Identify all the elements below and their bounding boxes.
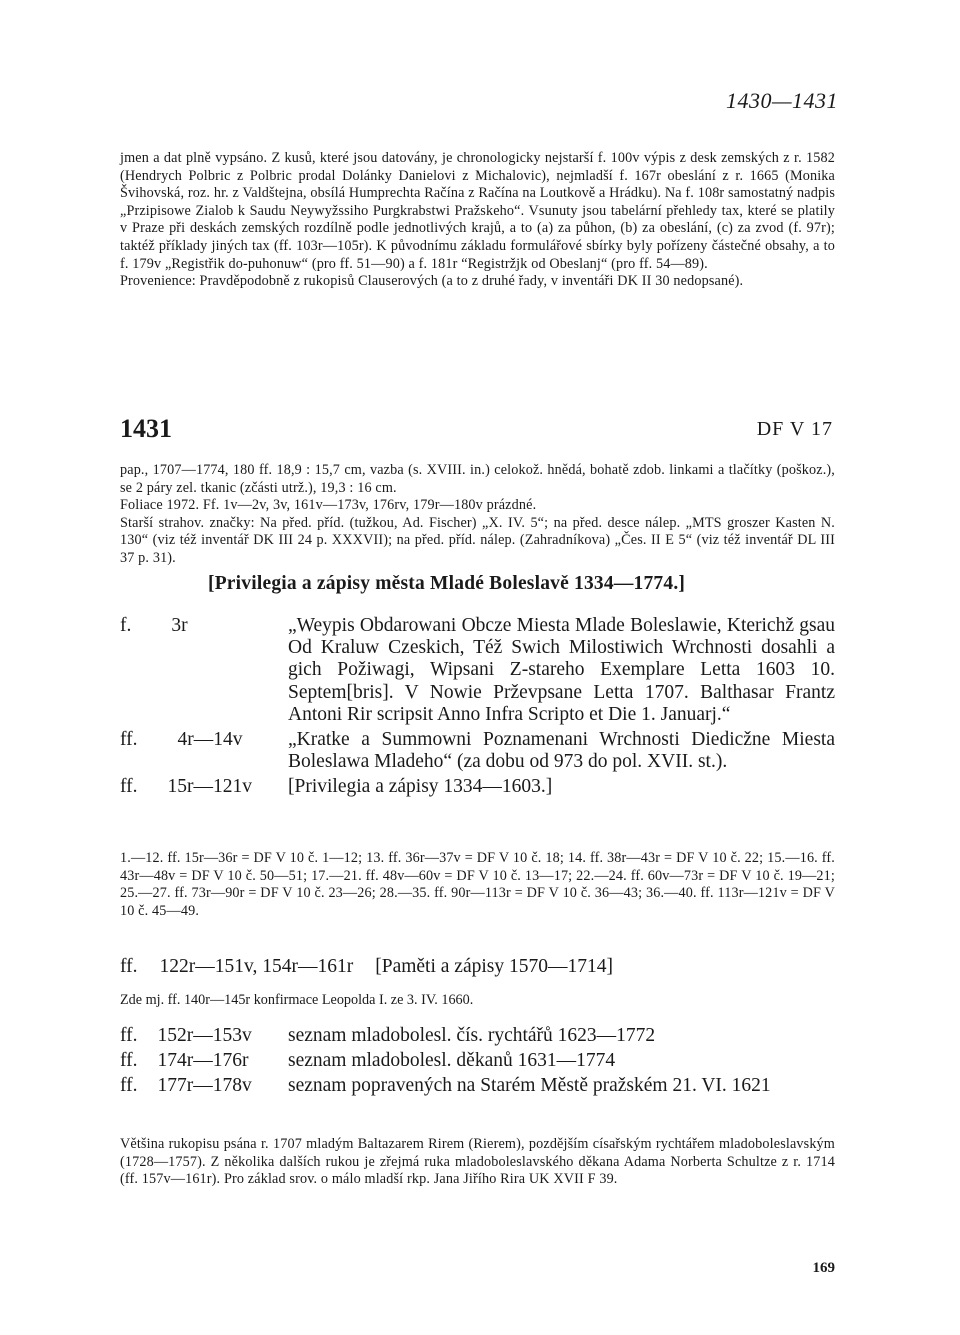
folio-entry (120, 1050, 835, 1072)
entry-number: 1431 (120, 414, 172, 443)
folio-entry (120, 776, 835, 798)
folio-label: ff. 174r—176r (120, 1050, 249, 1072)
contents-note: Zde mj. ff. 140r—145r konfirmace Leopolda I. ze 3. IV. 1660. (120, 992, 474, 1008)
intro-text: jmen a dat plně vypsáno. Z kusů, které jsou datovány, je chronologicky nejstarší f. 100v výpis z desk zemských z r. 1582 (Hendrych Polbric z Polbric prodal Dolánky Danielovi z Michalovic), nejmladší f. 167r obeslání z r. 1665 (Monika Švihovská, roz. hr. z Valdštejna, obsílá Humprechta Račína z Račína na Loutkově a Hrádku). Na f. 108r samostatný nadpis „Przipisowe Zialob k Saudu Neywyžssiho Purgkrabstwi Pražskeho“. Vsunuty jsou tabelární přehledy tax, které se platily v Praze při deskách zemských rozdílně podle jednotlivých krajů, a to (a) za půhon, (b) za obeslání, (c) za zvod (f. 97r); taktéž příklady jiných tax (ff. 103r—105r). K původnímu základu formulářové sbírky byly pořízeny částečné obsahy, a to f. 179v „Registřik do-puhonuw“ (pro ff. 51—90) a f. 181r “Registržjk od Obeslanj“ (pro ff. 54—89). (120, 150, 835, 272)
provenance-text: Provenience: Pravděpodobně z rukopisů Clauserových (a to z druhé řady, v inventáři DK II 30 nedopsané). (120, 273, 744, 290)
folio-entry (120, 729, 835, 773)
intro-paragraph (120, 150, 835, 291)
concordance-note (120, 850, 835, 920)
folio-text: seznam popravených na Starém Městě pražském 21. VI. 1621 (288, 1075, 771, 1097)
folio-list-registers (120, 1025, 835, 1101)
folio-entry (120, 1025, 835, 1047)
running-head: 1430—1431 (725, 88, 838, 113)
folio-label: ff. 15r—121v (120, 776, 253, 798)
folio-label: ff. 177r—178v (120, 1075, 252, 1097)
folio-entry (120, 615, 835, 726)
closing-paragraph (120, 1136, 835, 1189)
folio-text: seznam mladobolesl. děkanů 1631—1774 (288, 1050, 616, 1072)
folio-text: [Privilegia a zápisy 1334—1603.] (288, 776, 553, 798)
description-line: Starší strahov. značky: Na před. příd. (tužkou, Ad. Fischer) „X. IV. 5“; na před. desce nálep. „MTS groszer Kasten N. 130“ (viz též inventář DK III 24 p. XXXVII); na před. příd. nálep. (Zahradníkova) „Čes. II E 5“ (viz též inventář DL III 37 p. 31). (120, 514, 835, 566)
closing-text: Většina rukopisu psána r. 1707 mladým Baltazarem Rirem (Rierem), pozdějším císařským rychtářem mladoboleslavským (1728—1757). Z několika dalších rukou je zřejmá ruka mladoboleslavského děkana Adama Norberta Schultze z r. 1714 (ff. 157v—161r). Pro základ srov. o málo mladší rkp. Jana Jiřího Rira UK XVII F 39. (120, 1136, 835, 1188)
folio-list (120, 615, 835, 802)
folio-entry-memoirs: ff. 122r—151v, 154r—161r [Paměti a zápisy 1570—1714] (120, 956, 613, 977)
folio-text: „Weypis Obdarowani Obcze Miesta Mlade Boleslawie, Kterichž gsau Od Kraluw Czeskich, Též Swich Milostiwich Wrchnosti dosahli a gich Požiwagi, Wipsani Z-stareho Exemplare Letta 1603 10. Septem[bris]. V Nowie Prževpsane Letta 1707. Balthasar Frantz Antoni Rir scripsit Anno Infra Scripto et Die 1. Januarj.“ (288, 615, 835, 725)
folio-text: „Kratke a Summowni Poznamenani Wrchnosti Diedicžne Miesta Boleslawa Mladeho“ (za dobu od 973 do pol. XVII. st.). (288, 729, 835, 773)
folio-text: [Paměti a zápisy 1570—1714] (375, 956, 613, 977)
physical-description (120, 462, 835, 568)
page-number: 169 (812, 1260, 835, 1276)
description-line: Foliace 1972. Ff. 1v—2v, 3v, 161v—173v, 176rv, 179r—180v prázdné. (120, 497, 537, 514)
folio-label: ff. 152r—153v (120, 1025, 252, 1046)
description-line: pap., 1707—1774, 180 ff. 18,9 : 15,7 cm, vazba (s. XVIII. in.) celokož. hnědá, bohatě zdob. linkami a tlačítky (poškoz.), se 2 páry zel. tkanic (zčásti utrž.), 19,3 : 16 cm. (120, 462, 835, 496)
folio-entry (120, 1075, 835, 1097)
concordance-text: 1.—12. ff. 15r—36r = DF V 10 č. 1—12; 13. ff. 36r—37v = DF V 10 č. 18; 14. ff. 38r—43r = DF V 10 č. 22; 15.—16. ff. 43r—48v = DF V 10 č. 50—51; 17.—21. ff. 48v—60v = DF V 10 č. 13—17; 22.—24. ff. 60v—73r = DF V 10 č. 19—21; 25.—27. ff. 73r—90r = DF V 10 č. 23—26; 28.—35. ff. 90r—113r = DF V 10 č. 36—43; 36.—40. ff. 113r—121v = DF V 10 č. 45—49. (120, 850, 835, 919)
shelf-signature: DF V 17 (756, 418, 833, 440)
folio-text: seznam mladobolesl. čís. rychtářů 1623—1772 (288, 1025, 656, 1046)
entry-header (120, 414, 835, 454)
folio-label: f. 3r (120, 615, 188, 636)
manuscript-title: [Privilegia a zápisy města Mladé Boleslavě 1334—1774.] (208, 573, 686, 594)
folio-label: ff. 4r—14v (120, 729, 243, 751)
